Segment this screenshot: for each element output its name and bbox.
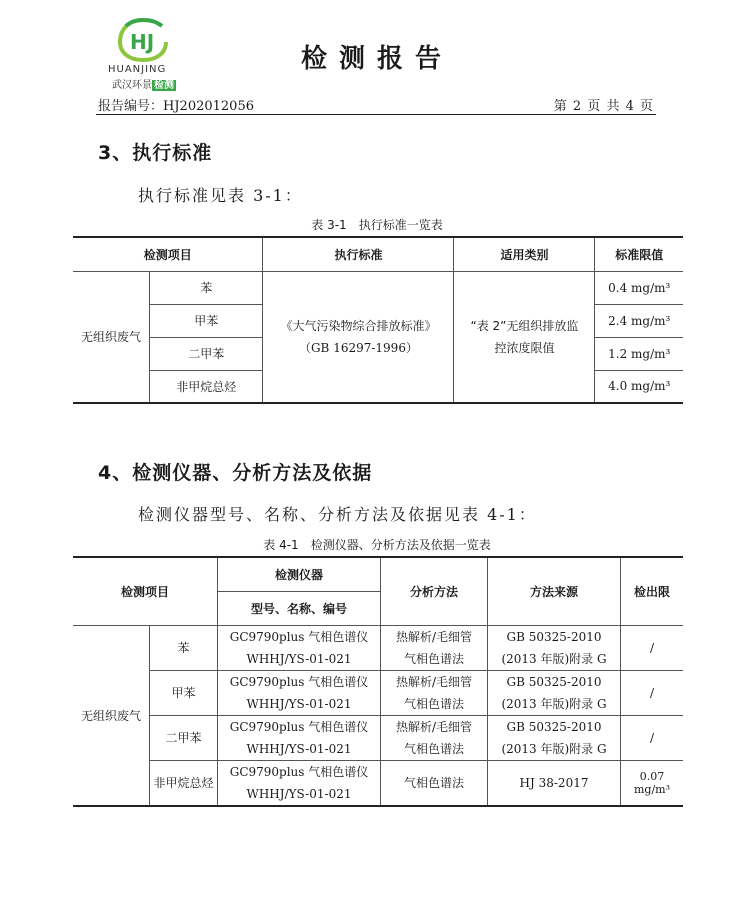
limit-cell: 0.4 mg/m³	[595, 271, 683, 304]
source-cell	[488, 670, 621, 715]
group-label: 无组织废气	[81, 329, 142, 344]
section4-intro: 检测仪器型号、名称、分析方法及依据见表 4-1：	[138, 505, 537, 524]
method-cell	[381, 670, 488, 715]
method-line2: 气相色谱法	[403, 741, 464, 756]
svg-text:HJ: HJ	[130, 30, 155, 54]
table-row	[73, 715, 683, 760]
col-limit: 标准限值	[595, 237, 683, 271]
col-detection-limit: 检出限	[621, 557, 684, 625]
instrument-line1: GC9790plus 气相色谱仪	[229, 719, 369, 734]
table31-caption: 表 3-1 执行标准一览表	[311, 218, 443, 232]
group-cell: 无组织废气	[73, 625, 150, 806]
method-line2: 气相色谱法	[403, 651, 464, 666]
limit-cell: 2.4 mg/m³	[595, 304, 683, 337]
logo-sub-b: 检测	[154, 80, 174, 91]
detection-limit-cell: /	[621, 625, 684, 670]
source-line2: (2013 年版)附录 G	[501, 651, 607, 666]
instrument-cell	[218, 715, 381, 760]
instrument-line2: WHHJ/YS-01-021	[246, 651, 352, 666]
standard-line1: 《大气污染物综合排放标准》	[280, 318, 437, 333]
section3-intro: 执行标准见表 3-1：	[138, 186, 303, 205]
section4-heading: 4、检测仪器、分析方法及依据	[98, 462, 373, 484]
table-row	[73, 271, 683, 304]
standards-table	[73, 236, 683, 404]
col-category: 适用类别	[454, 237, 595, 271]
report-number: 报告编号：HJ202012056	[98, 99, 254, 114]
col-method: 分析方法	[381, 557, 488, 625]
col-instrument: 检测仪器	[218, 557, 381, 591]
source-line2: (2013 年版)附录 G	[501, 741, 607, 756]
source-cell: HJ 38-2017	[488, 760, 621, 806]
table41-caption: 表 4-1 检测仪器、分析方法及依据一览表	[263, 538, 491, 552]
instrument-line2: WHHJ/YS-01-021	[246, 696, 352, 711]
limit-cell: 4.0 mg/m³	[595, 370, 683, 403]
logo-subtitle	[112, 76, 176, 91]
standard-line2: （GB 16297-1996）	[298, 340, 418, 355]
detection-limit-cell: 0.07 mg/m³	[621, 760, 684, 806]
instrument-line2: WHHJ/YS-01-021	[246, 786, 352, 801]
item-cell: 非甲烷总烃	[150, 760, 218, 806]
standard-cell	[263, 271, 454, 403]
instrument-cell	[218, 625, 381, 670]
table-header-row	[73, 237, 683, 271]
table-header-row	[73, 557, 683, 591]
instrument-line1: GC9790plus 气相色谱仪	[229, 674, 369, 689]
source-line2: (2013 年版)附录 G	[501, 696, 607, 711]
method-line1: 热解析/毛细管	[395, 719, 473, 734]
source-cell	[488, 625, 621, 670]
header-divider	[96, 114, 656, 115]
category-cell	[454, 271, 595, 403]
logo-sub-a: 武汉环景	[112, 80, 152, 91]
instrument-cell	[218, 670, 381, 715]
item-cell: 甲苯	[150, 670, 218, 715]
table-row	[73, 670, 683, 715]
detection-limit-cell: /	[621, 715, 684, 760]
category-line2: 控浓度限值	[494, 340, 555, 355]
method-cell	[381, 715, 488, 760]
item-cell: 二甲苯	[150, 715, 218, 760]
item-cell: 甲苯	[150, 304, 263, 337]
item-cell: 苯	[150, 625, 218, 670]
group-cell	[73, 271, 150, 403]
category-line1: “表 2”无组织排放监	[470, 318, 579, 333]
source-line1: GB 50325-2010	[506, 629, 602, 644]
table-row	[73, 625, 683, 670]
col-item: 检测项目	[73, 557, 218, 625]
limit-cell: 1.2 mg/m³	[595, 337, 683, 370]
item-cell: 非甲烷总烃	[150, 370, 263, 403]
instrument-line1: GC9790plus 气相色谱仪	[229, 629, 369, 644]
item-cell: 二甲苯	[150, 337, 263, 370]
method-line1: 热解析/毛细管	[395, 629, 473, 644]
source-line1: GB 50325-2010	[506, 719, 602, 734]
page-number: 第 2 页 共 4 页	[553, 99, 654, 114]
method-line2: 气相色谱法	[403, 696, 464, 711]
instrument-cell	[218, 760, 381, 806]
document-title: 检测报告	[300, 44, 453, 74]
section3-heading: 3、执行标准	[98, 142, 213, 164]
col-standard: 执行标准	[263, 237, 454, 271]
col-instrument-sub: 型号、名称、编号	[218, 591, 381, 625]
table-row	[73, 760, 683, 806]
source-cell	[488, 715, 621, 760]
method-line1: 热解析/毛细管	[395, 674, 473, 689]
instrument-line1: GC9790plus 气相色谱仪	[229, 764, 369, 779]
instrument-line2: WHHJ/YS-01-021	[246, 741, 352, 756]
detection-limit-cell: /	[621, 670, 684, 715]
method-cell: 气相色谱法	[381, 760, 488, 806]
item-cell: 苯	[150, 271, 263, 304]
col-item: 检测项目	[73, 237, 263, 271]
source-line1: GB 50325-2010	[506, 674, 602, 689]
col-source: 方法来源	[488, 557, 621, 625]
methods-table	[73, 556, 683, 807]
method-cell	[381, 625, 488, 670]
logo-name: HUANJING	[108, 64, 167, 75]
